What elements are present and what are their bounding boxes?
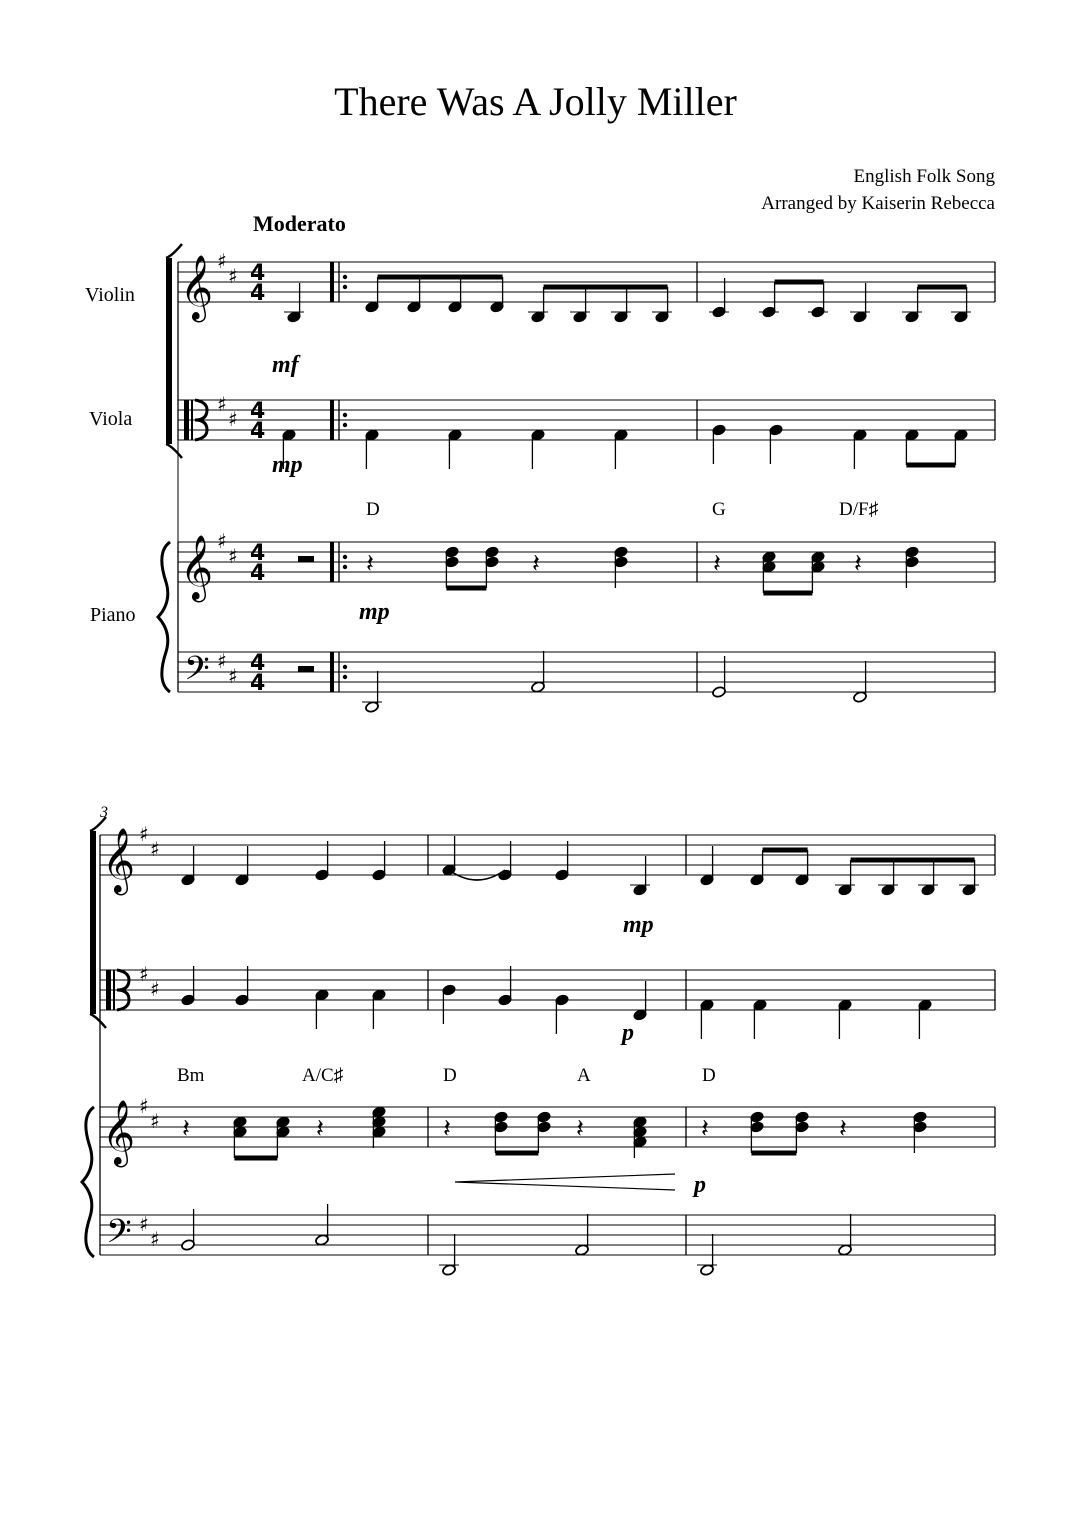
- dynamic-marking: p: [694, 1172, 706, 1198]
- quarter-rest: 𝄽: [366, 549, 374, 579]
- decrescendo-hairpin: [455, 1174, 675, 1190]
- repeat-dot: [343, 423, 347, 427]
- dynamic-marking: mp: [623, 912, 654, 938]
- chord-symbol: A: [577, 1065, 591, 1086]
- repeat-dot: [343, 565, 347, 569]
- sharp-icon: ♯: [228, 664, 238, 688]
- repeat-dot: [343, 665, 347, 669]
- chord-symbol: D: [366, 499, 380, 520]
- quarter-rest: 𝄽: [443, 1114, 451, 1144]
- dynamic-marking: mp: [272, 452, 303, 478]
- whole-rest: [298, 556, 314, 562]
- dynamic-marking: mp: [359, 599, 390, 625]
- time-signature: 4: [250, 261, 266, 286]
- sharp-icon: ♯: [150, 1227, 160, 1251]
- time-signature: 4: [250, 419, 266, 444]
- sharp-icon: ♯: [139, 962, 149, 986]
- bass-clef-icon: 𝄢: [184, 650, 210, 696]
- chord-symbol: D: [702, 1065, 716, 1086]
- sharp-icon: ♯: [150, 1109, 160, 1133]
- chord-symbol: Bm: [177, 1065, 205, 1086]
- quarter-rest: 𝄽: [854, 549, 862, 579]
- alto-clef-icon: [191, 400, 193, 440]
- sharp-icon: ♯: [139, 1094, 149, 1118]
- repeat-dot: [343, 555, 347, 559]
- time-signature: 4: [250, 541, 266, 566]
- quarter-rest: 𝄽: [839, 1114, 847, 1144]
- quarter-rest: 𝄽: [532, 549, 540, 579]
- alto-clef-icon: [184, 400, 189, 440]
- sharp-icon: ♯: [139, 1212, 149, 1236]
- chord-symbol: A/C♯: [302, 1065, 344, 1086]
- sharp-icon: ♯: [150, 837, 160, 861]
- sharp-icon: ♯: [217, 649, 227, 673]
- time-signature: 4: [250, 561, 266, 586]
- treble-clef-icon: 𝄞: [102, 1100, 136, 1165]
- bracket: [90, 831, 96, 1014]
- quarter-rest: 𝄽: [316, 1114, 324, 1144]
- music-notation: [82, 244, 995, 1276]
- measure-number: 3: [100, 804, 108, 821]
- chord-symbol: D/F♯: [839, 499, 879, 520]
- brace: [158, 542, 170, 692]
- sharp-icon: ♯: [228, 264, 238, 288]
- dynamic-marking: p: [622, 1020, 634, 1046]
- time-signature: 4: [250, 651, 266, 676]
- quarter-rest: 𝄽: [701, 1114, 709, 1144]
- treble-clef-icon: 𝄞: [102, 828, 136, 893]
- repeat-dot: [343, 413, 347, 417]
- bracket: [90, 1014, 106, 1028]
- brace: [82, 1107, 94, 1257]
- sharp-icon: ♯: [150, 977, 160, 1001]
- quarter-rest: 𝄽: [713, 549, 721, 579]
- sharp-icon: ♯: [217, 249, 227, 273]
- treble-clef-icon: 𝄞: [180, 255, 214, 320]
- bracket: [166, 258, 172, 444]
- time-signature: 4: [250, 281, 266, 306]
- repeat-dot: [343, 675, 347, 679]
- sharp-icon: ♯: [217, 529, 227, 553]
- chord-symbol: G: [712, 499, 726, 520]
- arranger: Arranged by Kaiserin Rebecca: [761, 193, 995, 214]
- bass-clef-icon: 𝄢: [106, 1213, 132, 1259]
- repeat-dot: [343, 275, 347, 279]
- treble-clef-icon: 𝄞: [180, 535, 214, 600]
- dynamic-marking: mf: [272, 352, 299, 378]
- piano-label: Piano: [90, 604, 136, 626]
- violin-label: Violin: [85, 284, 135, 306]
- sharp-icon: ♯: [217, 392, 227, 416]
- time-signature: 4: [250, 671, 266, 696]
- viola-label: Viola: [89, 408, 133, 430]
- sharp-icon: ♯: [228, 407, 238, 431]
- sharp-icon: ♯: [228, 544, 238, 568]
- alto-clef-icon: [106, 970, 111, 1010]
- repeat-dot: [343, 285, 347, 289]
- chord-symbol: D: [443, 1065, 457, 1086]
- page-title: There Was A Jolly Miller: [334, 79, 737, 124]
- alto-clef-icon: [113, 970, 115, 1010]
- sharp-icon: ♯: [139, 822, 149, 846]
- quarter-rest: 𝄽: [182, 1114, 190, 1144]
- composer: English Folk Song: [853, 166, 995, 187]
- bracket: [166, 444, 182, 458]
- whole-rest: [298, 666, 314, 672]
- quarter-rest: 𝄽: [576, 1114, 584, 1144]
- tempo-marking: Moderato: [253, 211, 346, 236]
- time-signature: 4: [250, 399, 266, 424]
